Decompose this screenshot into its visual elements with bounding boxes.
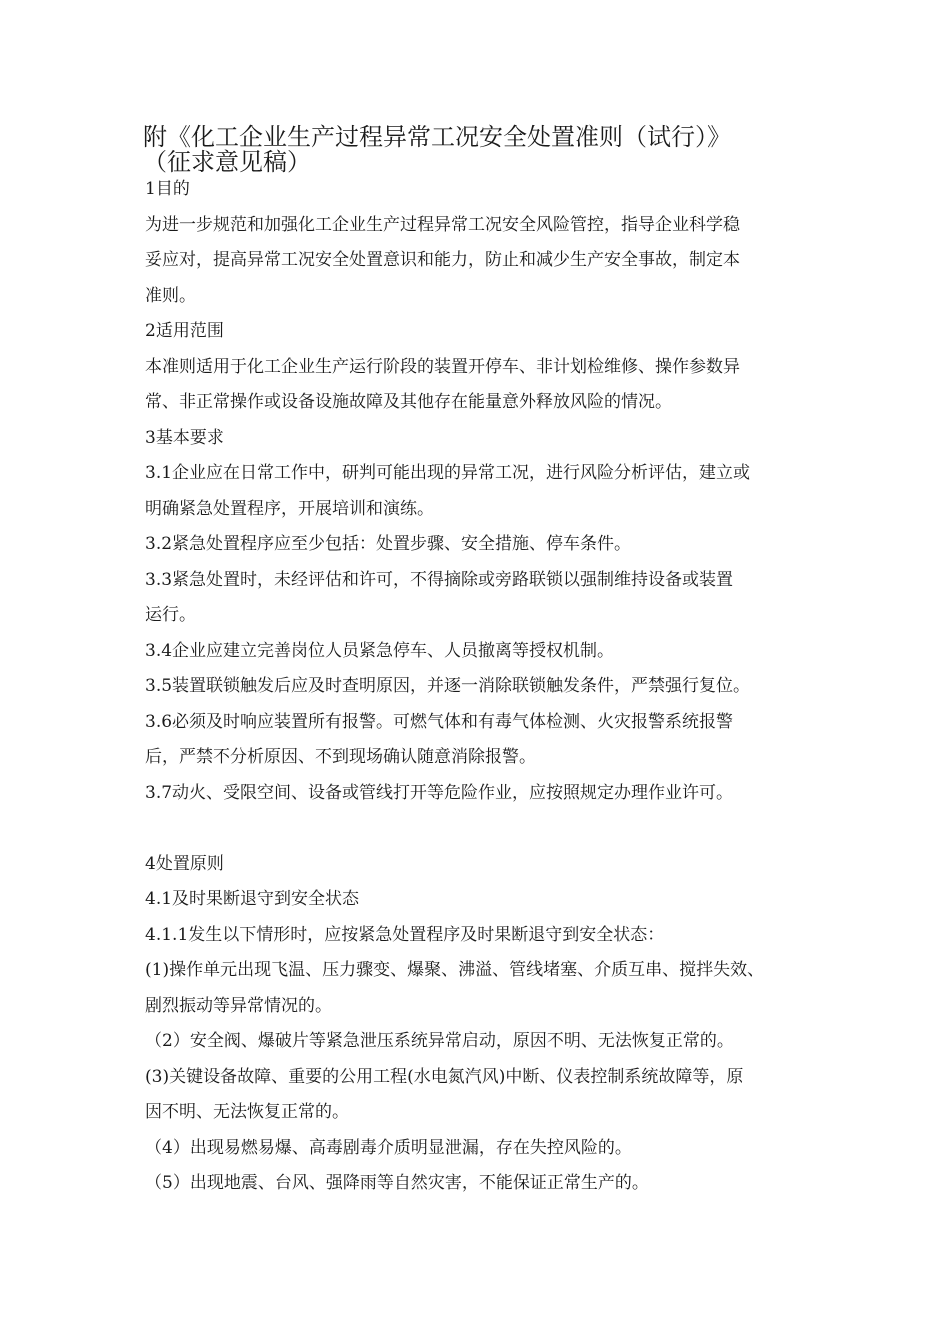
section-heading-principles: 4处置原则 (145, 853, 224, 874)
paragraph-line: 本准则适用于化工企业生产运行阶段的装置开停车、非计划检维修、操作参数异 (145, 356, 740, 377)
paragraph-line: 3.7动火、受限空间、设备或管线打开等危险作业，应按照规定办理作业许可。 (145, 782, 734, 803)
paragraph-line: 常、非正常操作或设备设施故障及其他存在能量意外释放风险的情况。 (145, 392, 672, 412)
paragraph-line: （4）出现易燃易爆、高毒剧毒介质明显泄漏，存在失控风险的。 (145, 1137, 632, 1158)
document-title: 附《化工企业生产过程异常工况安全处置准则（试行）》 (143, 123, 731, 151)
paragraph-line: 4.1.1发生以下情形时，应按紧急处置程序及时果断退守到安全状态： (145, 924, 665, 945)
paragraph-line: （2）安全阀、爆破片等紧急泄压系统异常启动，原因不明、无法恢复正常的。 (145, 1031, 734, 1051)
paragraph-line: 3.4企业应建立完善岗位人员紧急停车、人员撤离等授权机制。 (145, 640, 615, 661)
section-heading-requirements: 3基本要求 (145, 427, 224, 448)
paragraph-line: 3.3紧急处置时，未经评估和许可，不得摘除或旁路联锁以强制维持设备或装置 (145, 569, 734, 590)
document-subtitle: （征求意见稿） (143, 148, 311, 176)
paragraph-line: 3.6必须及时响应装置所有报警。可燃气体和有毒气体检测、火灾报警系统报警 (145, 711, 734, 732)
paragraph-line: 3.5装置联锁触发后应及时查明原因，并逐一消除联锁触发条件，严禁强行复位。 (145, 676, 751, 696)
paragraph-line: 为进一步规范和加强化工企业生产过程异常工况安全风险管控，指导企业科学稳 (145, 214, 740, 235)
paragraph-line: (1)操作单元出现飞温、压力骤变、爆聚、沸溢、管线堵塞、介质互串、搅拌失效、 (145, 960, 765, 980)
section-heading-scope: 2适用范围 (145, 321, 224, 341)
paragraph-line: 妥应对，提高异常工况安全处置意识和能力，防止和减少生产安全事故，制定本 (145, 250, 740, 270)
paragraph-line: 3.1企业应在日常工作中，研判可能出现的异常工况，进行风险分析评估，建立或 (145, 463, 751, 483)
paragraph-line: 后，严禁不分析原因、不到现场确认随意消除报警。 (145, 747, 536, 767)
paragraph-line: 4.1及时果断退守到安全状态 (145, 889, 360, 909)
blank-line (145, 811, 810, 847)
section-heading-purpose: 1目的 (145, 179, 190, 199)
document-body (145, 172, 810, 1202)
paragraph-line: （5）出现地震、台风、强降雨等自然灾害，不能保证正常生产的。 (145, 1173, 649, 1193)
paragraph-line: 剧烈振动等异常情况的。 (145, 995, 332, 1016)
paragraph-line: (3)关键设备故障、重要的公用工程(水电氮汽风)中断、仪表控制系统故障等，原 (145, 1066, 744, 1087)
paragraph-line: 明确紧急处置程序，开展培训和演练。 (145, 498, 434, 519)
paragraph-line: 运行。 (145, 605, 196, 625)
paragraph-line: 因不明、无法恢复正常的。 (145, 1102, 349, 1122)
paragraph-line: 准则。 (145, 285, 196, 306)
paragraph-line: 3.2紧急处置程序应至少包括：处置步骤、安全措施、停车条件。 (145, 534, 632, 554)
